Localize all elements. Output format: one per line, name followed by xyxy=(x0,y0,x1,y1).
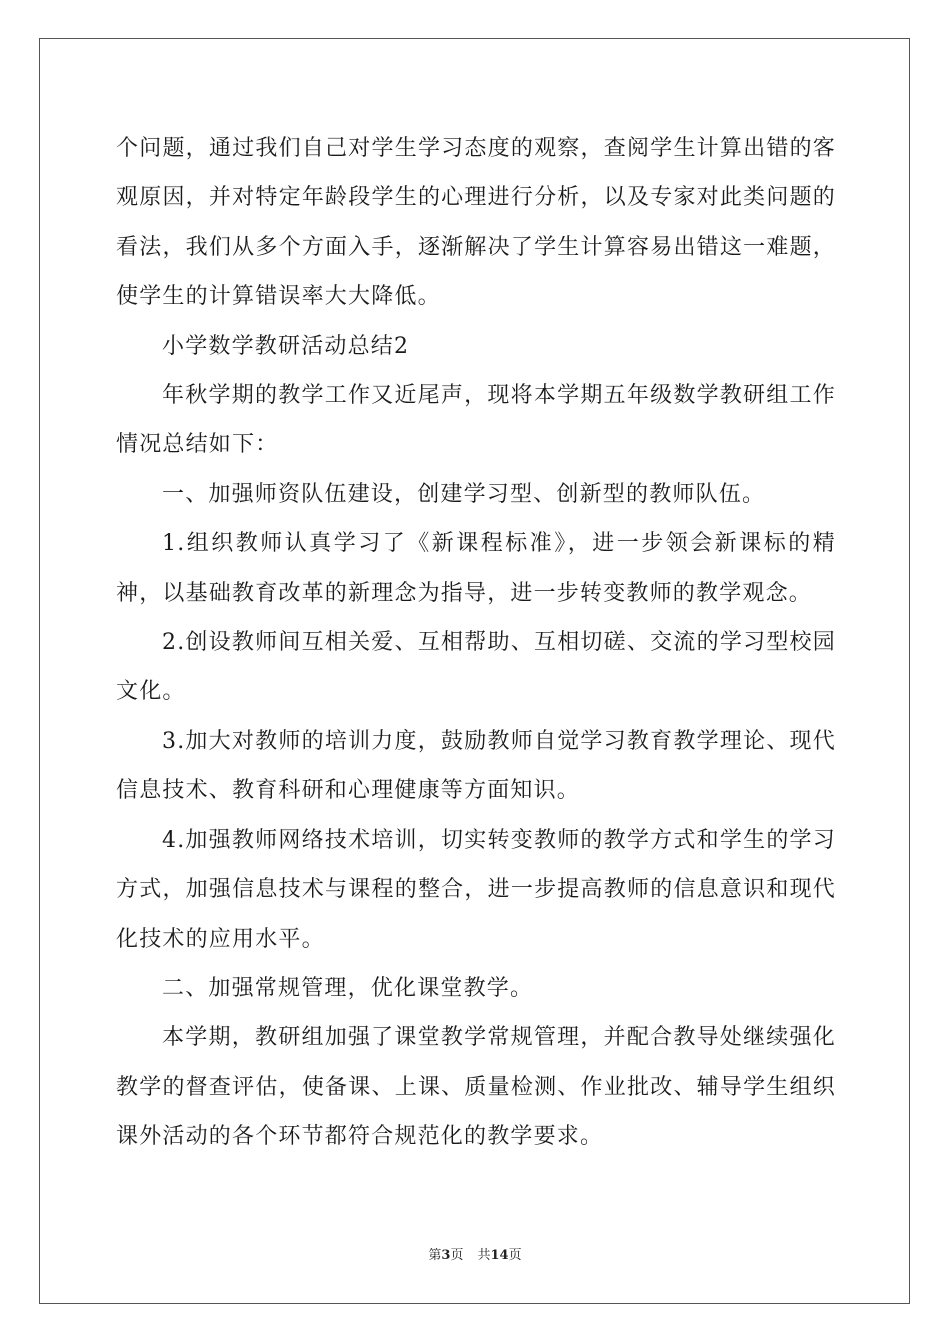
paragraph-intro: 年秋学期的教学工作又近尾声，现将本学期五年级数学教研组工作情况总结如下： xyxy=(116,383,836,458)
list-item-4: 4.加强教师网络技术培训，切实转变教师的教学方式和学生的学习方式，加强信息技术与课程的整合，进一步提高教师的信息意识和现代化技术的应用水平。 xyxy=(116,827,836,952)
section-title: 小学数学教研活动总结2 xyxy=(162,333,410,359)
list-item-3: 3.加大对教师的培训力度，鼓励教师自觉学习教育教学理论、现代信息技术、教育科研和心理健康等方面知识。 xyxy=(116,728,836,804)
current-page-number: 3 xyxy=(441,1248,451,1263)
page-number-footer xyxy=(0,1247,950,1265)
paragraph-final: 本学期，教研组加强了课堂教学常规管理，并配合教导处继续强化教学的督查评估，使备课、上课、质量检测、作业批改、辅导学生组织课外活动的各个环节都符合规范化的教学要求。 xyxy=(116,1025,836,1150)
document-body xyxy=(116,124,836,1162)
total-suffix: 页 xyxy=(508,1248,522,1263)
list-item-1: 1.组织教师认真学习了《新课程标准》，进一步领会新课标的精神，以基础教育改革的新理念为指导，进一步转变教师的教学观念。 xyxy=(116,531,836,606)
total-page-number: 14 xyxy=(490,1248,509,1263)
paragraph-1: 个问题，通过我们自己对学生学习态度的观察，查阅学生计算出错的客观原因，并对特定年龄段学生的心理进行分析，以及专家对此类问题的看法，我们从多个方面入手，逐渐解决了学生计算容易出错这一难题，使学生的计算错误率大大降低。 xyxy=(116,136,836,310)
list-item-2: 2.创设教师间互相关爱、互相帮助、互相切磋、交流的学习型校园文化。 xyxy=(116,630,836,705)
heading-one: 一、加强师资队伍建设，创建学习型、创新型的教师队伍。 xyxy=(162,481,766,507)
page-prefix: 第 xyxy=(428,1248,442,1263)
total-prefix: 共 xyxy=(477,1248,491,1263)
heading-two: 二、加强常规管理，优化课堂教学。 xyxy=(162,975,534,1001)
page-suffix: 页 xyxy=(450,1248,464,1263)
